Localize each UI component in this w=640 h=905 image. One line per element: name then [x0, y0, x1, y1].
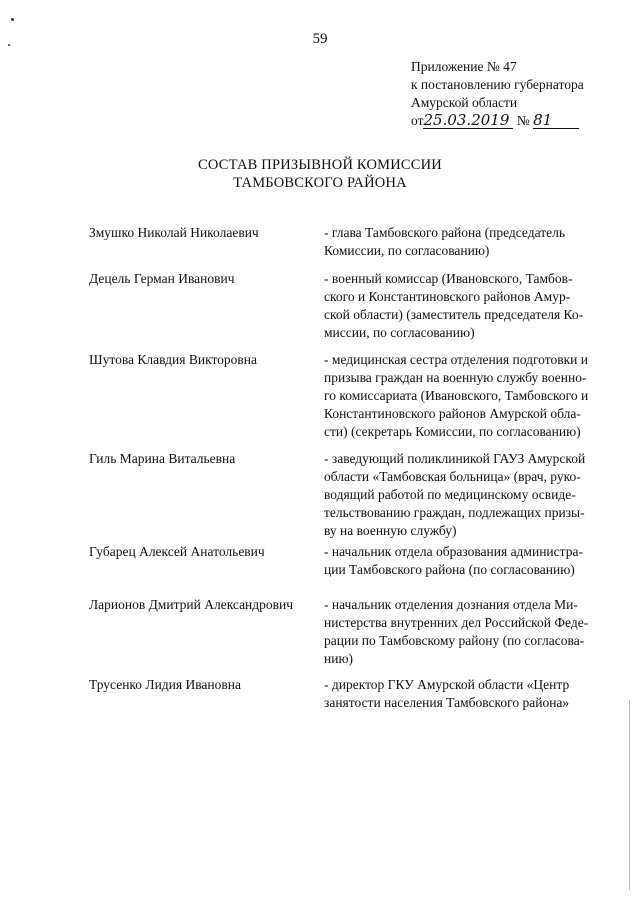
decree-date: 25.03.2019: [423, 113, 513, 129]
scan-speck: [11, 18, 14, 21]
member-role: - директор ГКУ Амурской области «Центр занятости населения Тамбовского района»: [324, 677, 570, 710]
date-prefix: от: [411, 113, 424, 128]
annex-title: Приложение № 47: [411, 59, 517, 74]
title-line-1: СОСТАВ ПРИЗЫВНОЙ КОМИССИИ: [198, 157, 442, 173]
annex-block: [411, 58, 584, 130]
member-name: Гиль Марина Витальевна: [89, 451, 236, 466]
member-name: Трусенко Лидия Ивановна: [89, 677, 241, 692]
page-number: 59: [312, 31, 328, 47]
member-role: - военный комиссар (Ивановского, Тамбов- ского и Константиновского районов Амур- ской области) (заместитель председателя Ко- миссии, по согласованию): [324, 271, 584, 340]
member-role: - заведующий поликлиникой ГАУЗ Амурской области «Тамбовская больница» (врач, руко- водящий работой по медицинскому освиде- тельствованию граждан, подлежащих призы- ву на военную службу): [324, 451, 586, 538]
member-role: - начальник отделения дознания отдела Ми- нистерства внутренних дел Российской Феде- рации по Тамбовскому району (по согласова- нию): [324, 597, 589, 666]
member-role: - начальник отдела образования администра- ции Тамбовского района (по согласованию): [324, 544, 583, 577]
decree-number: 81: [533, 113, 579, 129]
member-name: Ларионов Дмитрий Александрович: [89, 597, 294, 612]
member-name: Шутова Клавдия Викторовна: [89, 352, 258, 367]
member-name: Змушко Николай Николаевич: [89, 225, 259, 240]
title-line-2: ТАМБОВСКОГО РАЙОНА: [233, 175, 407, 191]
document-title: [0, 156, 640, 192]
member-name: Децель Герман Иванович: [89, 271, 235, 286]
number-prefix: №: [516, 113, 530, 128]
scan-edge: [629, 700, 630, 890]
annex-date-number: [411, 112, 584, 130]
annex-region: Амурской области: [411, 95, 518, 110]
annex-decree: к постановлению губернатора: [411, 77, 584, 92]
member-role: - медицинская сестра отделения подготовки и призыва граждан на военную службу военно- го комиссариата (Ивановского, Тамбовского и Константиновского районов Амурской обла- сти) (секретарь Комиссии, по согласованию): [324, 352, 589, 439]
member-name: Губарец Алексей Анатольевич: [89, 544, 265, 559]
member-role: - глава Тамбовского района (председатель Комиссии, по согласованию): [324, 225, 566, 258]
